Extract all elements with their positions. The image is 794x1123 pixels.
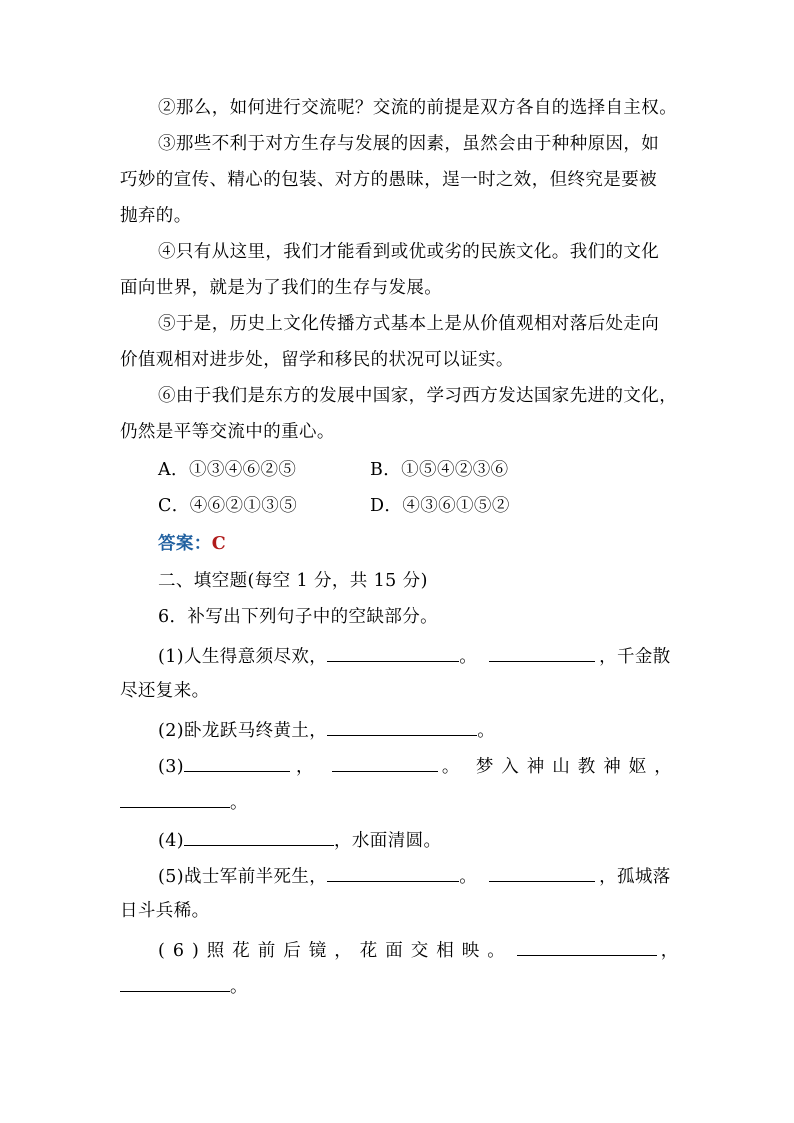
fill-q2 xyxy=(158,715,495,745)
fill-q3-cont xyxy=(120,787,248,817)
option-d: D．④③⑥①⑤② xyxy=(370,496,510,516)
question-stem: 6．补写出下列句子中的空缺部分。 xyxy=(158,607,439,627)
q3-blank-1[interactable] xyxy=(184,751,290,772)
q4-blank-1[interactable] xyxy=(184,825,334,846)
q5-blank-1[interactable] xyxy=(327,861,459,882)
q1-prefix: (1)人生得意须尽欢， xyxy=(158,647,328,667)
sentence-5-line2: 价值观相对进步处，留学和移民的状况可以证实。 xyxy=(120,350,514,370)
q3-text: 梦入神山教神妪， xyxy=(475,757,680,777)
answer-line xyxy=(158,530,226,558)
option-c: C．④⑥②①③⑤ xyxy=(158,496,298,516)
fill-q5 xyxy=(158,861,671,891)
fill-q5-cont: 日斗兵稀。 xyxy=(120,901,210,921)
sentence-3-line3: 抛弃的。 xyxy=(120,206,192,226)
fill-q4 xyxy=(158,825,441,855)
q3-period: 。 xyxy=(441,757,460,777)
q3-number: (3) xyxy=(158,757,184,777)
q4-number: (4) xyxy=(158,831,184,851)
sentence-6-line1: ⑥由于我们是东方的发展中国家，学习西方发达国家先进的文化， xyxy=(158,386,678,406)
q5-period: 。 xyxy=(459,867,478,887)
q3-comma: ， xyxy=(296,757,314,777)
q2-prefix: (2)卧龙跃马终黄土， xyxy=(158,721,328,741)
sentence-2: ②那么，如何进行交流呢？交流的前提是双方各自的选择自主权。 xyxy=(158,98,678,118)
q1-blank-2[interactable] xyxy=(489,641,595,662)
q5-suffix: ，孤城落 xyxy=(599,867,671,887)
q4-suffix: ，水面清圆。 xyxy=(334,831,442,851)
q6-blank-2[interactable] xyxy=(120,971,230,992)
q5-blank-2[interactable] xyxy=(489,861,595,882)
option-a: A．①③④⑥②⑤ xyxy=(158,460,297,480)
fill-q1-cont: 尽还复来。 xyxy=(120,681,210,701)
section-title: 二、填空题(每空 1 分，共 15 分) xyxy=(158,571,428,591)
q2-blank-1[interactable] xyxy=(327,715,477,736)
q6-blank-1[interactable] xyxy=(517,935,657,956)
fill-q1 xyxy=(158,641,671,671)
q1-blank-1[interactable] xyxy=(327,641,459,662)
q6-text: (6)照花前后镜，花面交相映。 xyxy=(158,941,513,961)
sentence-3-line1: ③那些不利于对方生存与发展的因素，虽然会由于种种原因，如 xyxy=(158,134,660,154)
q3-blank-2[interactable] xyxy=(332,751,438,772)
q6-comma: ， xyxy=(660,941,679,961)
q6-end: 。 xyxy=(230,977,248,997)
sentence-6-line2: 仍然是平等交流中的重心。 xyxy=(120,422,335,442)
option-b: B．①⑤④②③⑥ xyxy=(370,460,509,480)
sentence-5-line1: ⑤于是，历史上文化传播方式基本上是从价值观相对落后处走向 xyxy=(158,314,660,334)
fill-q3 xyxy=(158,751,680,781)
answer-value: C xyxy=(211,534,227,554)
sentence-4-line2: 面向世界，就是为了我们的生存与发展。 xyxy=(120,278,443,298)
sentence-4-line1: ④只有从这里，我们才能看到或优或劣的民族文化。我们的文化 xyxy=(158,242,660,262)
q3-end: 。 xyxy=(230,793,248,813)
q1-period: 。 xyxy=(459,647,478,667)
sentence-3-line2: 巧妙的宣传、精心的包装、对方的愚昧，逞一时之效，但终究是要被 xyxy=(120,170,657,190)
q5-prefix: (5)战士军前半死生， xyxy=(158,867,328,887)
fill-q6 xyxy=(158,935,679,965)
q2-period: 。 xyxy=(477,721,496,741)
q3-blank-3[interactable] xyxy=(120,787,230,808)
answer-label: 答案： xyxy=(158,534,212,554)
q1-suffix: ，千金散 xyxy=(599,647,671,667)
fill-q6-cont xyxy=(120,971,248,1001)
